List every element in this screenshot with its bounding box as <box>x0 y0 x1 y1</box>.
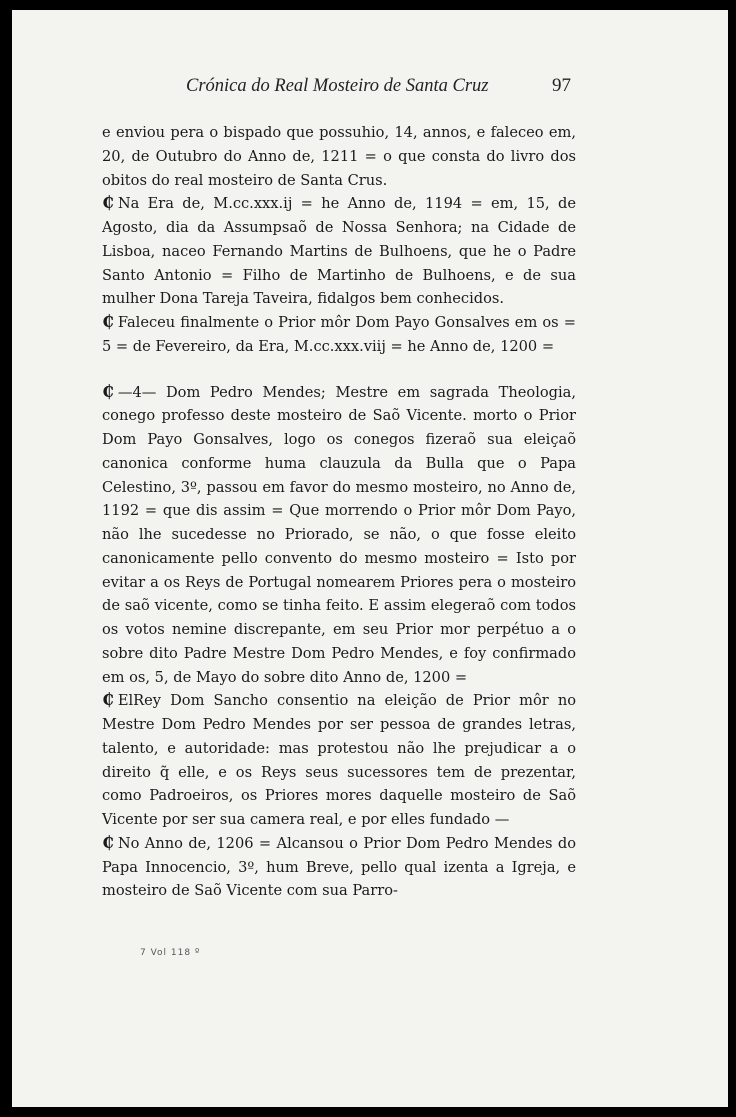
pilcrow-icon: ₵ <box>102 690 114 711</box>
paragraph-text: Faleceu finalmente o Prior môr Dom Payo Gonsalves em os = 5 = de Fevereiro, da Era, M.cc.xxx.viij = he Anno de, 1200 = <box>102 314 576 355</box>
page-header <box>12 74 728 104</box>
paragraph-6 <box>102 832 576 903</box>
pilcrow-icon: ₵ <box>102 193 114 214</box>
paragraph-3 <box>102 311 576 359</box>
body-text <box>102 121 576 903</box>
paragraph-text: e enviou pera o bispado que possuhio, 14, annos, e faleceo em, 20, de Outubro do Anno de, 1211 = o que consta do livro dos obitos do real mosteiro de Santa Crus. <box>102 124 576 189</box>
pilcrow-icon: ₵ <box>102 832 114 853</box>
paragraph-4 <box>102 381 576 690</box>
paragraph-1 <box>102 121 576 192</box>
paragraph-5 <box>102 689 576 832</box>
paragraph-text: ElRey Dom Sancho consentio na eleição de Prior môr no Mestre Dom Pedro Mendes por ser pessoa de grandes letras, talento, e autoridade: mas protestou não lhe prejudicar a o direito q̃ elle, e os Reys seus sucessores tem de prezentar, como Padroeiros, os Priores mores daquelle mosteiro de Saõ Vicente por ser sua camera real, e por elles fundado — <box>102 692 576 828</box>
paragraph-text: No Anno de, 1206 = Alcansou o Prior Dom Pedro Mendes do Papa Innocencio, 3º, hum Breve, pello qual izenta a Igreja, e mosteiro de Saõ Vicente com sua Parro- <box>102 834 576 900</box>
page-number: 97 <box>552 75 571 96</box>
running-title: Crónica do Real Mosteiro de Santa Cruz <box>186 76 489 96</box>
paragraph-text: —4— Dom Pedro Mendes; Mestre em sagrada Theologia, conego professo deste mosteiro de Saõ Vicente. morto o Prior Dom Payo Gonsalves, logo os conegos fizeraõ sua eleiçaõ canonica conforme huma clauzula da Bulla que o Papa Celestino, 3º, passou em favor do mesmo mosteiro, no Anno de, 1192 = que dis assim = Que morrendo o Prior môr Dom Payo, não lhe sucedesse no Priorado, se não, o que fosse eleito canonicamente pello convento do mesmo mosteiro = Isto por evitar a os Reys de Portugal nomearem Priores pera o mosteiro de saõ vicente, como se tinha feito. E assim elegeraõ com todos os votos nemine discrepante, em seu Prior mor perpétuo a o sobre dito Padre Mestre Dom Pedro Mendes, e foy confirmado em os, 5, de Mayo do sobre dito Anno de, 1200 = <box>102 383 576 686</box>
paragraph-text: Na Era de, M.cc.xxx.ij = he Anno de, 1194 = em, 15, de Agosto, dia da Assumpsaõ de Nossa Senhora; na Cidade de Lisboa, naceo Fernando Martins de Bulhoens, que he o Padre Santo Antonio = Filho de Martinho de Bulhoens, e de sua mulher Dona Tareja Taveira, fidalgos bem conhecidos. <box>102 195 576 308</box>
footer-signature: 7 Vol 118 º <box>140 948 201 958</box>
paragraph-2 <box>102 192 576 311</box>
document-page <box>12 10 728 1107</box>
pilcrow-icon: ₵ <box>102 312 114 332</box>
pilcrow-icon: ₵ <box>102 381 114 402</box>
